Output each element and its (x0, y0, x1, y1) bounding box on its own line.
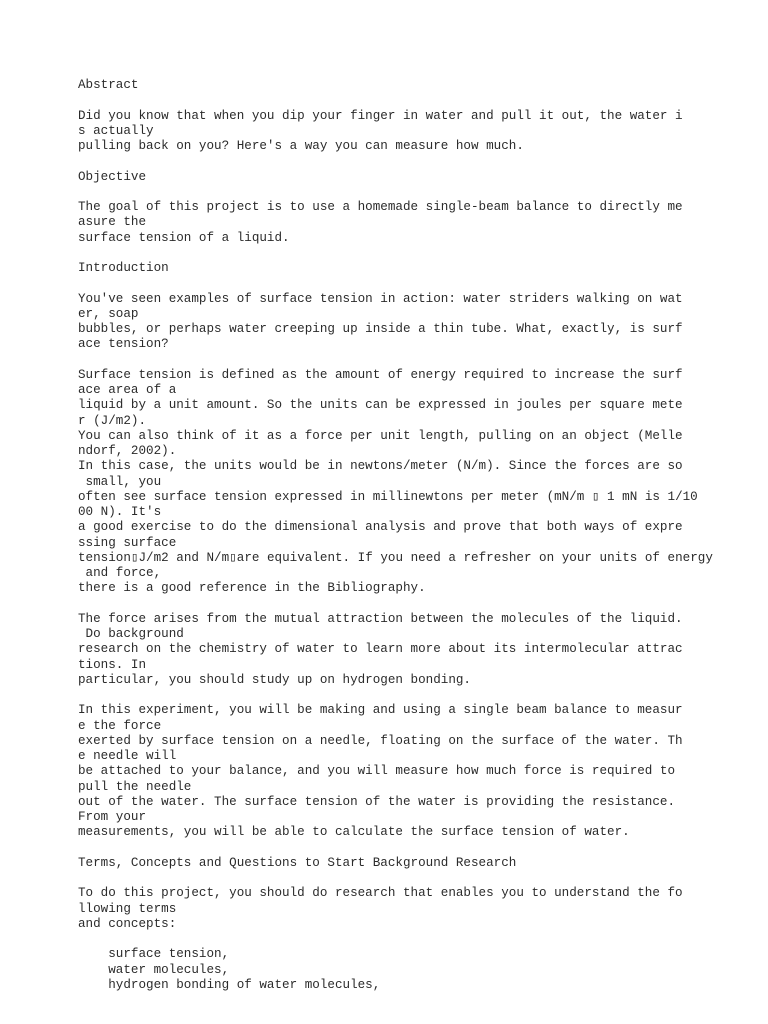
blank-line (78, 185, 758, 200)
terms-line: llowing terms (78, 901, 177, 916)
introduction-line: In this experiment, you will be making and using a single beam balance to measur (78, 703, 683, 718)
introduction-line: out of the water. The surface tension of the water is providing the resistance. (78, 794, 676, 809)
introduction-line: ace area of a (78, 383, 177, 397)
introduction-line: ssing surface (78, 535, 177, 550)
document-page (78, 78, 758, 993)
terms-list-item: water molecules, (78, 962, 230, 977)
introduction-line: ace tension? (78, 337, 169, 352)
introduction-line: Do background (78, 627, 184, 641)
introduction-line: er, soap (78, 306, 139, 321)
introduction-line: tension▯J/m2 and N/m▯are equivalent. If you need a refresher on your units of energy (78, 550, 713, 565)
introduction-line: liquid by a unit amount. So the units can be expressed in joules per square mete (78, 398, 683, 413)
terms-list-item: hydrogen bonding of water molecules, (78, 977, 381, 992)
introduction-line: often see surface tension expressed in millinewtons per meter (mN/m ▯ 1 mN is 1/10 (78, 489, 698, 504)
blank-line (78, 871, 758, 886)
abstract-line: Did you know that when you dip your finger in water and pull it out, the water i (78, 108, 683, 123)
introduction-line: In this case, the units would be in newtons/meter (N/m). Since the forces are so (78, 459, 683, 474)
abstract-line: pulling back on you? Here's a way you can measure how much. (78, 139, 524, 153)
introduction-line: measurements, you will be able to calculate the surface tension of water. (78, 825, 630, 840)
introduction-line: From your (78, 810, 147, 824)
objective-line: surface tension of a liquid. (78, 230, 290, 245)
introduction-line: 00 N). It's (78, 505, 162, 519)
objective-heading: Objective (78, 169, 147, 184)
blank-line (78, 841, 758, 856)
introduction-line: You've seen examples of surface tension in action: water striders walking on wat (78, 291, 683, 306)
terms-line: and concepts: (78, 916, 177, 931)
introduction-line: there is a good reference in the Bibliography. (78, 581, 426, 596)
introduction-line: Surface tension is defined as the amount of energy required to increase the surf (78, 367, 683, 382)
introduction-line: tions. In (78, 657, 147, 672)
introduction-line: e needle will (78, 749, 177, 763)
blank-line (78, 353, 758, 368)
introduction-line: and force, (78, 566, 162, 580)
introduction-line: bubbles, or perhaps water creeping up inside a thin tube. What, exactly, is surf (78, 322, 683, 336)
introduction-line: small, you (78, 474, 162, 489)
blank-line (78, 154, 758, 169)
blank-line (78, 246, 758, 261)
introduction-line: The force arises from the mutual attraction between the molecules of the liquid. (78, 611, 683, 626)
introduction-line: e the force (78, 718, 162, 733)
introduction-line: a good exercise to do the dimensional analysis and prove that both ways of expre (78, 520, 683, 535)
introduction-line: exerted by surface tension on a needle, floating on the surface of the water. Th (78, 733, 683, 748)
blank-line (78, 93, 758, 108)
introduction-line: ndorf, 2002). (78, 444, 177, 458)
terms-list-item: surface tension, (78, 947, 230, 962)
terms-line: To do this project, you should do research that enables you to understand the fo (78, 886, 683, 901)
introduction-line: particular, you should study up on hydrogen bonding. (78, 672, 471, 687)
introduction-line: pull the needle (78, 779, 192, 794)
terms-heading: Terms, Concepts and Questions to Start Background Research (78, 855, 517, 870)
abstract-heading: Abstract (78, 78, 139, 92)
introduction-line: r (J/m2). (78, 413, 147, 428)
objective-line: asure the (78, 215, 147, 230)
introduction-heading: Introduction (78, 261, 169, 275)
introduction-line: research on the chemistry of water to learn more about its intermolecular attrac (78, 642, 683, 657)
introduction-line: be attached to your balance, and you will measure how much force is required to (78, 764, 676, 779)
blank-line (78, 688, 758, 703)
blank-line (78, 932, 758, 947)
introduction-line: You can also think of it as a force per unit length, pulling on an object (Melle (78, 428, 683, 443)
blank-line (78, 276, 758, 291)
objective-line: The goal of this project is to use a homemade single-beam balance to directly me (78, 200, 683, 214)
abstract-line: s actually (78, 123, 154, 138)
blank-line (78, 597, 758, 612)
